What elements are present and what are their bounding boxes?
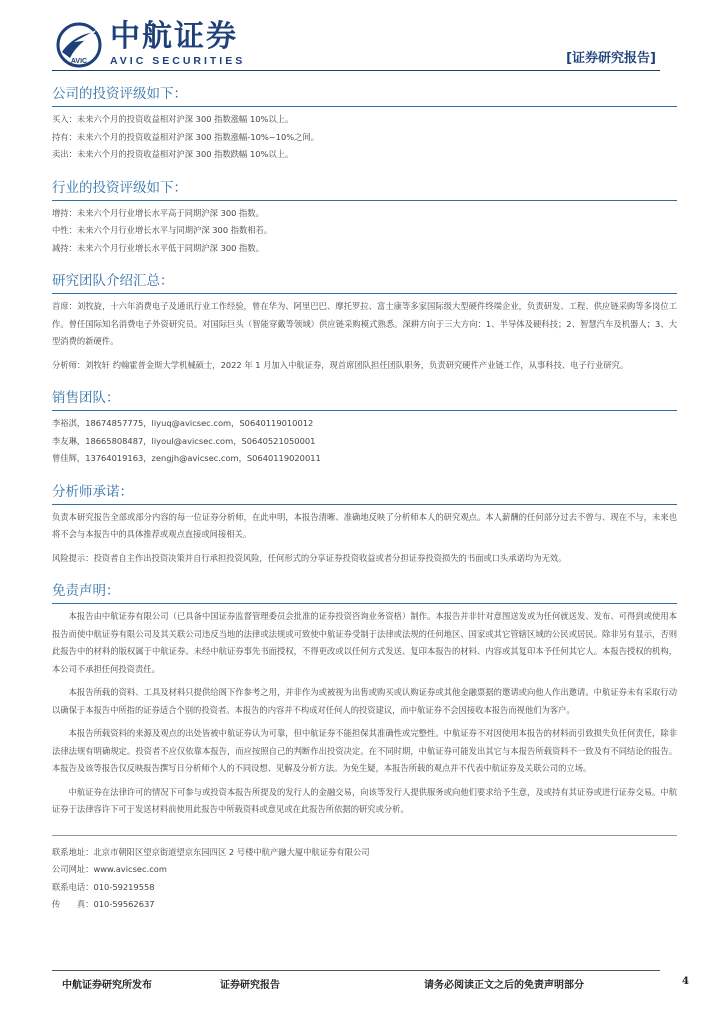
contact-phone: 联系电话：010-59219558 bbox=[52, 881, 155, 892]
team-analyst-paragraph: 分析师：刘牧轩 约翰霍普金斯大学机械硕士，2022 年 1 月加入中航证券，现首席团队担任团队职务，负责研究硬件产业链工作，从事科技、电子行业研究。 bbox=[52, 359, 629, 370]
logo-mark-text: AVIC bbox=[70, 58, 88, 65]
header-divider bbox=[52, 70, 660, 71]
avic-logo-icon bbox=[56, 22, 102, 68]
sales-contact-3: 曾佳辉，13764019163，zengjh@avicsec.com，S0640119020011 bbox=[52, 453, 321, 463]
sales-contact-2: 李友琳，18665808487，liyoul@avicsec.com，S0640521050001 bbox=[52, 435, 316, 446]
industry-rating-title: 行业的投资评级如下： bbox=[52, 178, 677, 201]
logo-english-name: AVIC SECURITIES bbox=[110, 55, 246, 67]
team-title: 研究团队介绍汇总： bbox=[52, 271, 677, 294]
rating-line-buy: 买入：未来六个月的投资收益相对沪深 300 指数涨幅 10%以上。 bbox=[52, 114, 294, 124]
disclaimer-section bbox=[52, 581, 677, 819]
page-number: 4 bbox=[682, 976, 689, 987]
team-chief-paragraph: 首席：刘牧旋，十六年消费电子及通讯行业工作经验，曾在华为、阿里巴巴、摩托罗拉、富士康等多家国际级大型硬件终端企业，负责研发、工程、供应链采购等多岗位工作。曾任国际知名消费电子外资研究员。对国际巨头（智能穿戴等领域）供应链采购模式熟悉。深耕方向于三大方向：1、半导体及硬科技；2、智慧汽车及机器人；3、大型消费的新硬件。 bbox=[52, 301, 677, 346]
team-section bbox=[52, 271, 677, 374]
industry-line-overweight: 增持：未来六个月行业增长水平高于同期沪深 300 指数。 bbox=[52, 207, 264, 218]
disclaimer-paragraph-3: 本报告所载资料的来源及观点的出处皆被中航证券认为可靠，但中航证券不能担保其准确性或完整性。中航证券不对因使用本报告的材料而引致损失负任何责任，除非法律法规有明确规定。投资者不应仅依靠本报告，而应按照自己的判断作出投资决定。在不同时期，中航证券可能发出其它与本报告所载资料不一致及有不同结论的报告。本报告及该等报告仅反映报告撰写日分析师个人的不同设想、见解及分析方法。为免生疑，本报告所载的观点并不代表中航证券及关联公司的立场。 bbox=[52, 728, 677, 773]
pledge-paragraph: 负责本研究报告全部或部分内容的每一位证券分析师，在此申明，本报告清晰、准确地反映了分析师本人的研究观点。本人薪酬的任何部分过去不曾与、现在不与，未来也将不会与本报告中的具体推荐或观点直接或间接相关。 bbox=[52, 511, 677, 539]
disclaimer-paragraph-1: 本报告由中航证券有限公司（已具备中国证券监督管理委员会批准的证券投资咨询业务资格）制作。本报告并非针对意图送发或为任何就送发、发布、可得到或使用本报告而使中航证券有限公司及其关联公司违反当地的法律或法规或可致使中航证券受制于法律或法规的任何地区、国家或其它管辖区域的公民或居民。除非另有显示，否则此报告中的材料的版权属于中航证券。未经中航证券事先书面授权，不得更改或以任何方式发送、复印本报告的材料、内容或其复印本予任何其它人。本报告授权的机构，本公司不承担任何投资责任。 bbox=[52, 611, 677, 674]
footer-divider bbox=[52, 970, 660, 971]
contact-block bbox=[52, 835, 677, 914]
company-rating-title: 公司的投资评级如下： bbox=[52, 84, 677, 107]
logo-chinese-name: 中航证券 bbox=[110, 19, 238, 54]
disclaimer-title: 免责声明： bbox=[52, 581, 677, 604]
industry-line-underweight: 减持：未来六个月行业增长水平低于同期沪深 300 指数。 bbox=[52, 242, 264, 253]
footer-publisher: 中航证券研究所发布 bbox=[62, 980, 152, 991]
disclaimer-paragraph-4: 中航证券在法律许可的情况下可参与或投资本报告所提及的发行人的金融交易，向该等发行人提供服务或向他们要求给予生意，及或持有其证券或进行证券交易。中航证券于法律容许下可于发送材料前使用此报告中所载资料或意见或在此报告所依据的研究或分析。 bbox=[52, 786, 677, 814]
pledge-title: 分析师承诺： bbox=[52, 482, 677, 505]
main-content bbox=[52, 84, 677, 914]
report-type-tag: [证券研究报告] bbox=[566, 51, 656, 66]
rating-line-sell: 卖出：未来六个月的投资收益相对沪深 300 指数跌幅 10%以上。 bbox=[52, 149, 294, 159]
risk-warning-paragraph: 风险提示：投资者自主作出投资决策并自行承担投资风险，任何形式的分享证券投资收益或者分担证券投资损失的书面或口头承诺均为无效。 bbox=[52, 552, 567, 563]
contact-fax: 传 真：010-59562637 bbox=[52, 899, 155, 909]
industry-rating-section bbox=[52, 178, 677, 258]
footer-report-type: 证券研究报告 bbox=[220, 980, 280, 991]
industry-line-neutral: 中性：未来六个月行业增长水平与同期沪深 300 指数相若。 bbox=[52, 225, 273, 235]
contact-website: 公司网址：www.avicsec.com bbox=[52, 864, 167, 874]
rating-line-hold: 持有：未来六个月的投资收益相对沪深 300 指数涨幅-10%~10%之间。 bbox=[52, 131, 320, 142]
page-footer bbox=[52, 970, 692, 994]
sales-contact-1: 李裕淇，18674857775，liyuq@avicsec.com，S0640119010012 bbox=[52, 418, 314, 428]
contact-address: 联系地址：北京市朝阳区望京街道望京东园四区 2 号楼中航产融大厦中航证券有限公司 bbox=[52, 846, 370, 857]
page-header bbox=[0, 0, 724, 80]
sales-title: 销售团队： bbox=[52, 388, 677, 411]
pledge-section bbox=[52, 482, 677, 568]
footer-notice: 请务必阅读正文之后的免责声明部分 bbox=[424, 980, 584, 991]
disclaimer-paragraph-2: 本报告所载的资料、工具及材料只提供给阁下作参考之用，并非作为或被视为出售或购买或认购证券或其他金融票据的邀请或向他人作出邀请。中航证券未有采取行动以确保于本报告中所指的证券适合个别的投资者。本报告的内容并不构成对任何人的投资建议，而中航证券不会因接收本报告而视他们为客户。 bbox=[52, 687, 677, 715]
company-rating-section bbox=[52, 84, 677, 164]
sales-section bbox=[52, 388, 677, 468]
